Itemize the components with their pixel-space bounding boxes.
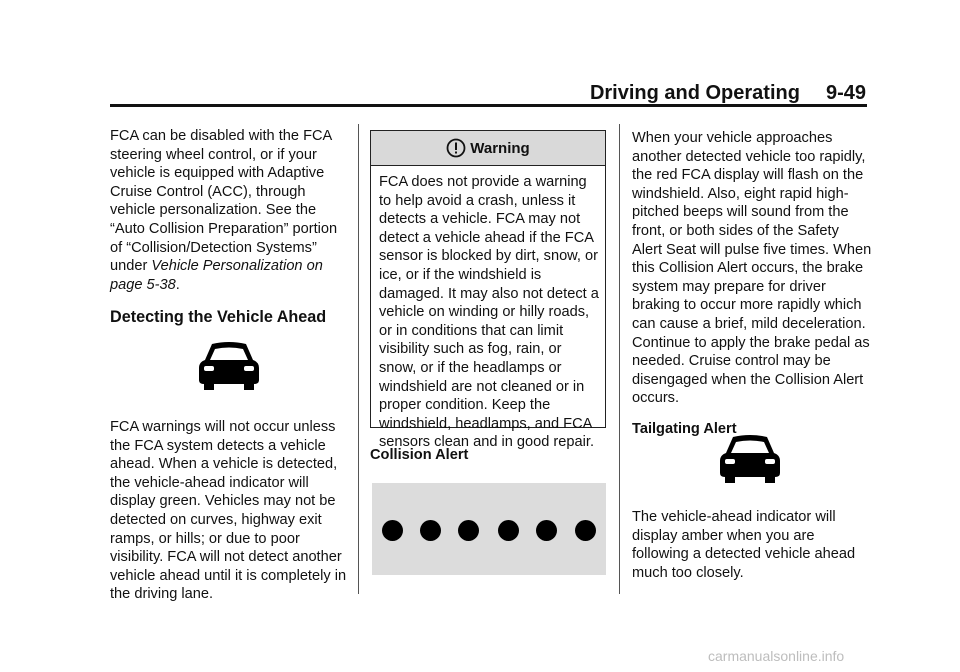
- warning-text: FCA does not provide a warning to help avoid a crash, unless it detects a vehicle. FCA may not detect a vehicle ahead if the FCA sensor is blocked by dirt, snow, or ice, or if the windshield is damaged. It may also not detect a vehicle on winding or hilly roads, or in conditions that can limit visibility such as fog, rain, or snow, or if the headlamps or windshield are not cleaned or in proper condition. Keep the windshield, headlamps, and FCA sensors clean and in good repair.: [379, 174, 599, 451]
- section-title: Driving and Operating: [589, 82, 800, 104]
- page-number: 9-49: [825, 82, 866, 104]
- vehicle-ahead-icon: [719, 433, 781, 483]
- tailgating-paragraph: The vehicle-ahead indicator will display amber when you are following a detected vehicle ahead much too closely.: [632, 509, 856, 581]
- warning-title: Warning: [470, 139, 530, 157]
- column-divider: [619, 124, 620, 594]
- alert-dot: [536, 520, 557, 541]
- column-left: [110, 127, 348, 327]
- warning-header: [371, 131, 605, 166]
- intro-end: .: [175, 276, 180, 293]
- column-divider: [358, 124, 359, 594]
- section-subhead: Detecting the Vehicle Ahead: [110, 308, 327, 327]
- alert-dot: [420, 520, 441, 541]
- alert-dot: [498, 520, 519, 541]
- vehicle-ahead-icon: [198, 340, 260, 390]
- tailgating-heading: Tailgating Alert: [632, 420, 737, 437]
- intro-reference: Vehicle Personalization on page 5-38: [110, 258, 323, 293]
- alert-dot: [575, 520, 596, 541]
- column-left-body: [110, 418, 348, 604]
- collision-paragraph: When your vehicle approaches another detected vehicle too rapidly, the red FCA display will flash on the windshield. Also, eight rapid high-pitched beeps will sound from the front, or both sides of the Safety Alert Seat will pulse five times. When this Collision Alert occurs, the brake system may prepare for driver braking to occur more rapidly which can cause a brief, mild deceleration. Continue to apply the brake pedal as needed. Cruise control may be disengaged when the Collision Alert occurs.: [632, 130, 872, 407]
- collision-alert-display: [372, 483, 606, 575]
- column-right: [632, 129, 872, 439]
- intro-paragraph: [110, 127, 348, 294]
- intro-text: FCA can be disabled with the FCA steering wheel control, or if your vehicle is equipped with Adaptive Cruise Control (ACC), through vehicle personalization. See the “Auto Collision Preparation” portion of “Collision/Detection Systems” under: [110, 128, 338, 275]
- watermark: carmanualsonline.info: [708, 648, 845, 664]
- alert-dot: [458, 520, 479, 541]
- collision-alert-heading: Collision Alert: [370, 447, 469, 463]
- warning-icon: [446, 138, 466, 158]
- alert-dot: [382, 520, 403, 541]
- header-rule: [110, 104, 867, 107]
- running-header: [0, 82, 866, 105]
- detect-paragraph: FCA warnings will not occur unless the FCA system detects a vehicle ahead. When a vehicle is detected, the vehicle-ahead indicator will display green. Vehicles may not be detected on curves, highway exit ramps, or hills; or due to poor visibility. FCA will not detect another vehicle ahead until it is completely in the driving lane.: [110, 419, 347, 603]
- warning-box: [370, 130, 606, 451]
